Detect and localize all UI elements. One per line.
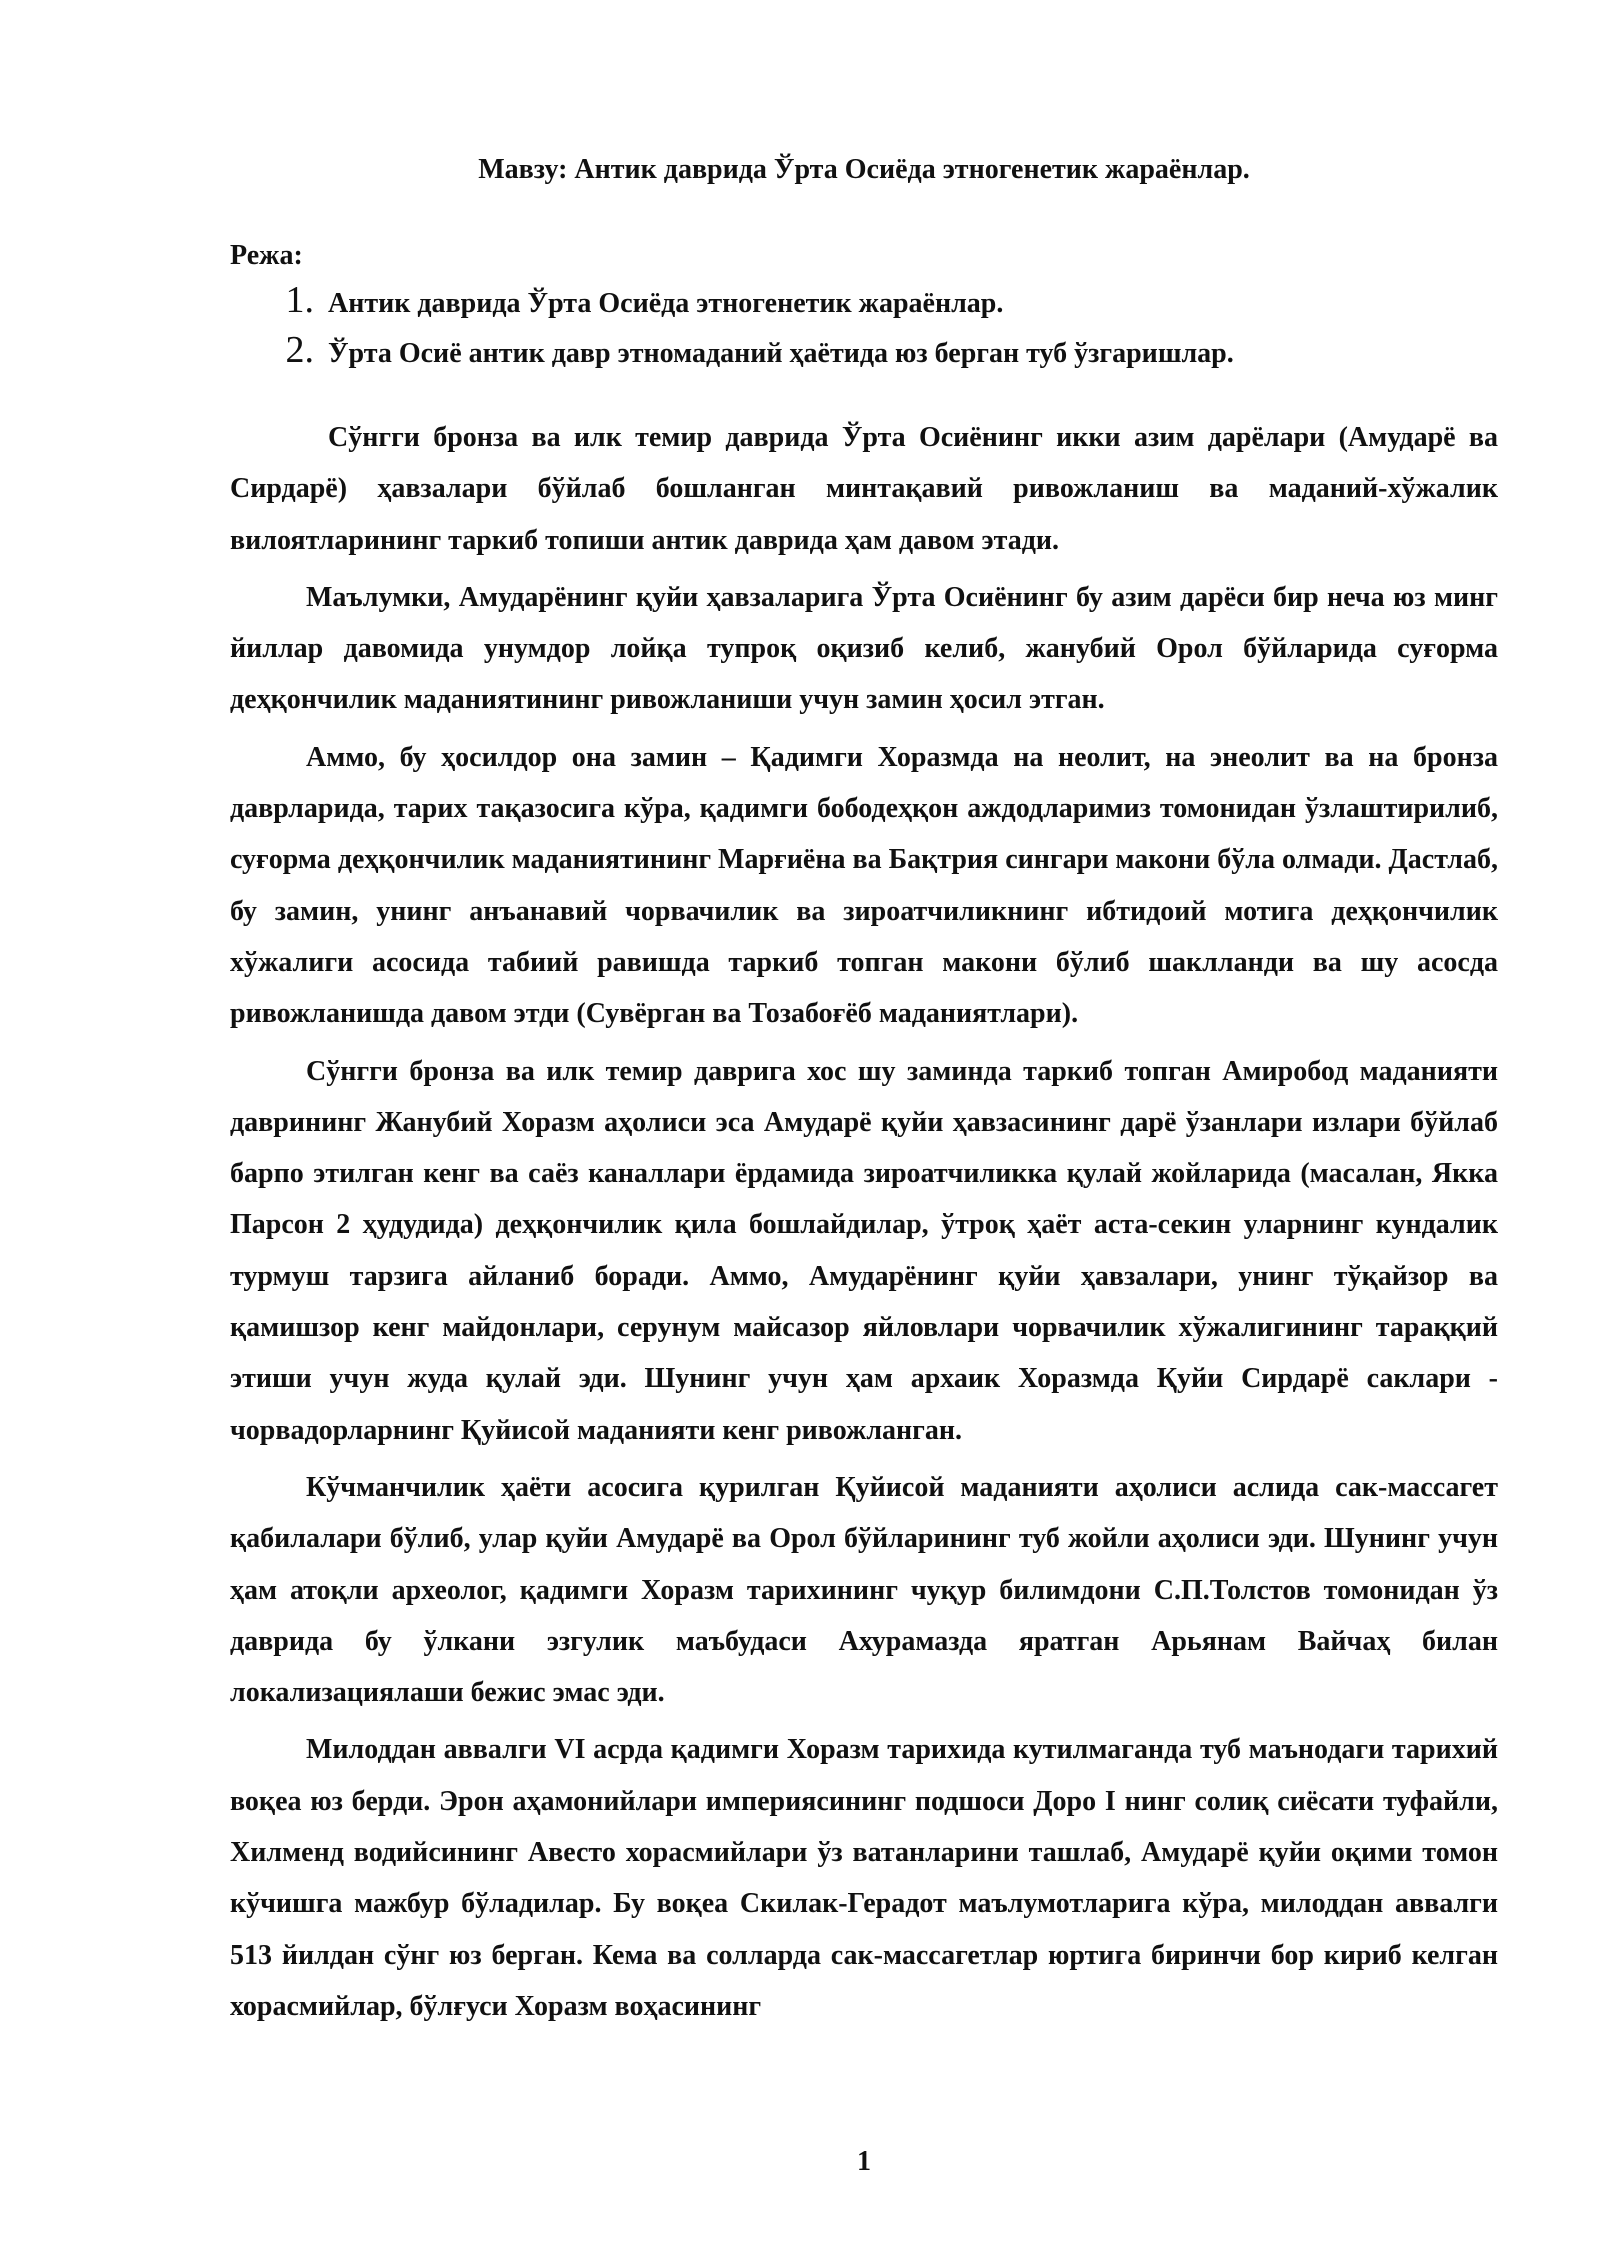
plan-item-number: 2. <box>285 329 314 371</box>
plan-list <box>230 278 1498 378</box>
paragraph-6: Милоддан аввалги VI асрда қадимги Хоразм тарихида кутилмаганда туб маънодаги тарихий воқеа юз берди. Эрон аҳамонийлари империясининг подшоси Доро I нинг солиқ сиёсати туфайли, Хилменд водийсининг Авесто хорасмийлари ўз ватанларини ташлаб, Амударё қуйи оқими томон кўчишга мажбур бўладилар. Бу воқеа Скилак-Герадот маълумотларига кўра, милоддан аввалги 513 йилдан сўнг юз берган. Кема ва солларда сак-массагетлар юртига биринчи бор кириб келган хорасмийлар, бўлғуси Хоразм воҳасининг <box>230 1734 1498 2022</box>
paragraph-5: Кўчманчилик ҳаёти асосига қурилган Қуйисой маданияти аҳолиси аслида сак-массагет қабилалари бўлиб, улар қуйи Амударё ва Орол бўйларининг туб жойли аҳолиси эди. Шунинг учун ҳам атоқли археолог, қадимги Хоразм тарихининг чуқур билимдони С.П.Толстов томонидан ўз даврида бу ўлкани эзгулик маъбудаси Ахурамазда яратган Арьянам Вайчаҳ билан локализациялаши бежис эмас эди. <box>230 1471 1498 1709</box>
paragraph-4: Сўнгги бронза ва илк темир даврига хос шу заминда таркиб топган Амиробод маданияти даврининг Жанубий Хоразм аҳолиси эса Амударё қуйи ҳавзасининг дарё ўзанлари излари бўйлаб барпо этилган кенг ва саёз каналлари ёрдамида зироатчиликка қулай жойларида (масалан, Якка Парсон 2 ҳудудида) деҳқончилик қила бошлайдилар, ўтроқ ҳаёт аста-секин уларнинг кундалик турмуш тарзига айланиб боради. Аммо, Амударёнинг қуйи ҳавзалари, унинг тўқайзор ва қамишзор кенг майдонлари, серунум майсазор яйловлари чорвачилик хўжалигининг тараққий этиши учун жуда қулай эди. Шунинг учун ҳам архаик Хоразмда Қуйи Сирдарё саклари - чорвадорларнинг Қуйисой маданияти кенг ривожланган. <box>230 1055 1498 1446</box>
document-title: Мавзу: Антик даврида Ўрта Осиёда этногенетик жараёнлар. <box>478 154 1250 185</box>
plan-item <box>230 328 1498 378</box>
plan-label: Режа: <box>230 240 303 271</box>
body-text <box>230 412 1498 2038</box>
plan-item <box>230 278 1498 328</box>
paragraph-3: Аммо, бу ҳосилдор она замин – Қадимги Хоразмда на неолит, на энеолит ва на бронза даврларида, тарих тақазосига кўра, қадимги бободеҳқон аждодларимиз томонидан ўзлаштирилиб, суғорма деҳқончилик маданиятининг Марғиёна ва Бақтрия сингари макони бўла олмади. Дастлаб, бу замин, унинг анъанавий чорвачилик ва зироатчиликнинг ибтидоий мотига деҳқончилик хўжалиги асосида табиий равишда таркиб топган макони бўлиб шаклланди ва шу асосда ривожланишда давом этди (Сувёрган ва Тозабоғёб маданиятлари). <box>230 741 1498 1030</box>
plan-item-text: Антик даврида Ўрта Осиёда этногенетик жараёнлар. <box>328 288 1004 319</box>
paragraph-1: Сўнгги бронза ва илк темир даврида Ўрта Осиёнинг икки азим дарёлари (Амударё ва Сирдарё) ҳавзалари бўйлаб бошланган минтақавий ривожланиш ва маданий-хўжалик вилоятларининг таркиб топиши антик даврида ҳам давом этади. <box>230 422 1498 556</box>
plan-item-number: 1. <box>285 279 314 321</box>
plan-item-text: Ўрта Осиё антик давр этномаданий ҳаётида юз берган туб ўзгаришлар. <box>328 338 1234 369</box>
paragraph-2: Маълумки, Амударёнинг қуйи ҳавзаларига Ўрта Осиёнинг бу азим дарёси бир неча юз минг йиллар давомида унумдор лойқа тупроқ оқизиб келиб, жанубий Орол бўйларида суғорма деҳқончилик маданиятининг ривожланиши учун замин ҳосил этган. <box>230 581 1498 716</box>
page-number: 1 <box>857 2146 871 2177</box>
